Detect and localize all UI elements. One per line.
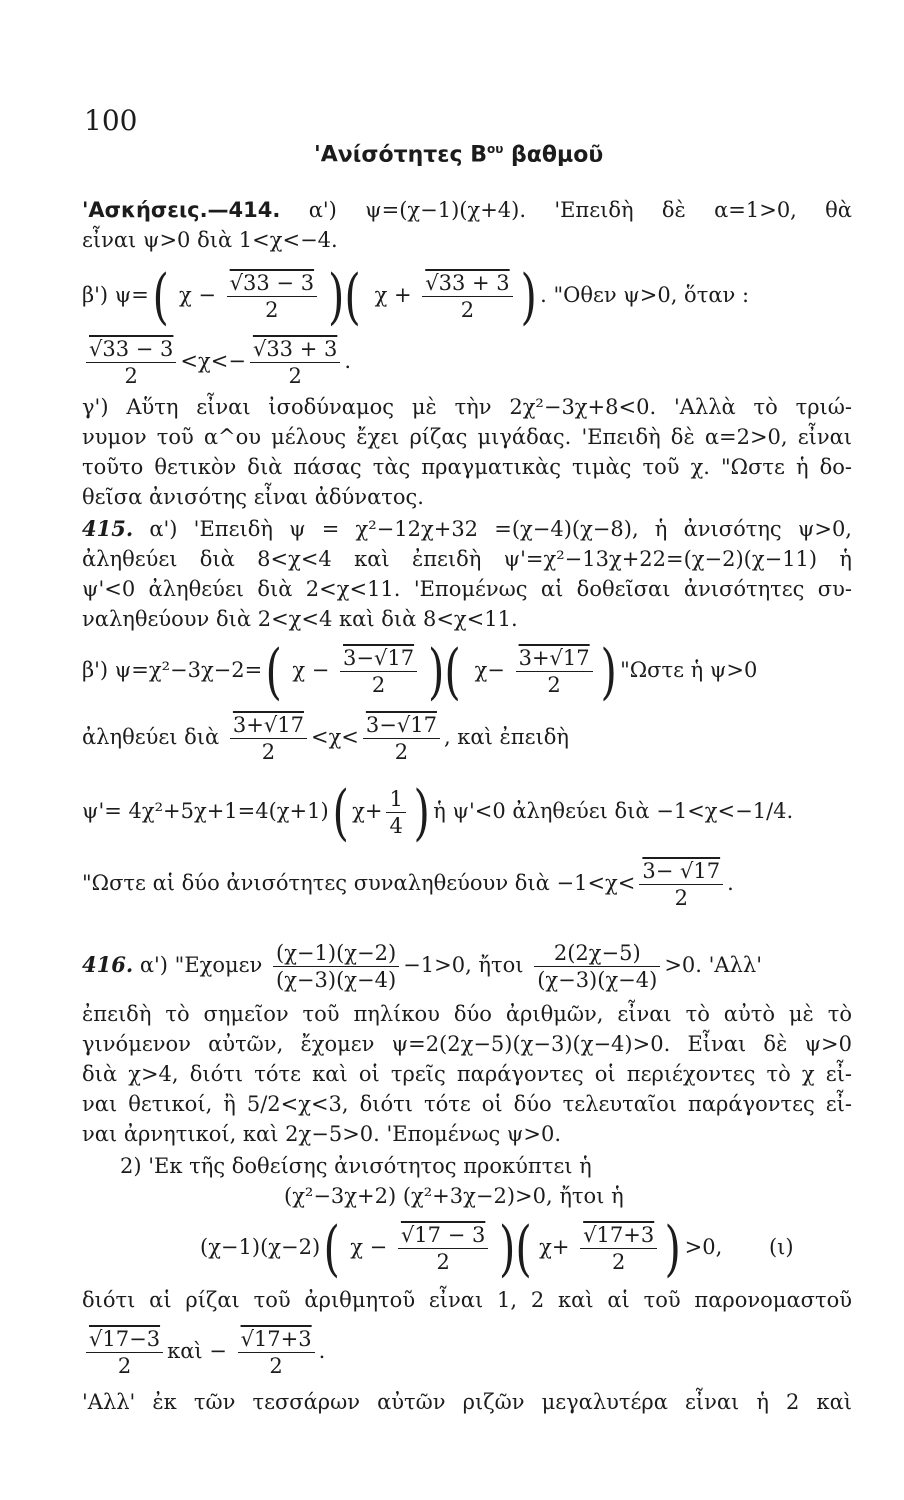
fraction: $\frac{2(2\chi-5)}{(\chi-3)(\chi-4)}$ — [534, 940, 660, 993]
ex414-beta-formula: β') ψ=( χ − $\frac{√33 - 3}{2}$ )( χ + $\frac{√33 + 3}{2}$ ) . "Οθεν ψ>0, ὅταν : — [82, 261, 750, 332]
ex416-line-4: ναι θετικοί, ἢ 5/2<χ<3, διότι τότε οἱ δύο τελευταῖοι παράγοντες εἶ- — [82, 1092, 852, 1116]
ex416-line-5: ναι ἀρνητικοί, καὶ 2χ−5>0. 'Επομένως ψ>0. — [82, 1122, 562, 1146]
fraction: $\frac{1}{4}$ — [386, 786, 405, 839]
ex415-line-1: 415. α') 'Επειδὴ ψ = χ²−12χ+32 =(χ−4)(χ−8), ἡ ἀνισότης ψ>0, — [82, 516, 852, 541]
ex414-line-1: 'Ασκήσεις.—414. α') ψ=(χ−1)(χ+4). 'Επειδὴ δὲ α=1>0, θὰ — [82, 198, 852, 222]
fraction: $\frac{3-√17}{2}$ — [340, 645, 417, 698]
fraction: $\frac{3+√17}{2}$ — [516, 645, 593, 698]
ex416-line-3: διὰ χ>4, διότι τότε καὶ οἱ τρεῖς παράγοντες οἱ περιέχοντες τὸ χ εἶ- — [82, 1062, 852, 1086]
ex415-beta-formula: β') ψ=χ²−3χ−2=( χ − $\frac{3-√17}{2}$ )( χ− $\frac{3+√17}{2}$ ) "Ωστε ἡ ψ>0 — [82, 636, 758, 707]
ex416-line-9: 'Αλλ' ἐκ τῶν τεσσάρων αὐτῶν ριζῶν μεγαλυτέρα εἶναι ἡ 2 καὶ — [82, 1390, 852, 1414]
fraction: $\frac{3+√17}{2}$ — [230, 712, 307, 765]
ex416-line-7: (χ²−3χ+2) (χ²+3χ−2)>0, ἤτοι ἡ — [284, 1184, 624, 1208]
ex415-beta-range: ἀληθεύει διὰ $\frac{3+√17}{2}$ <χ< $\frac{3-√17}{2}$ , καὶ ἐπειδὴ — [82, 713, 569, 764]
ex414-gamma-line-2: νυμον τοῦ α^ου μέλους ἔχει ρίζας μιγάδας. 'Επειδὴ δὲ α=2>0, εἶναι — [82, 425, 852, 449]
fraction: $\frac{√33 - 3}{2}$ — [86, 336, 176, 389]
fraction: $\frac{√17+3}{2}$ — [580, 1222, 657, 1275]
ex415-psi-prime: ψ'= 4χ²+5χ+1=4(χ+1)( χ+ $\frac{1}{4}$ ) ἡ ψ'<0 ἀληθεύει διὰ −1<χ<−1/4. — [82, 777, 794, 848]
ex416-line-2: γινόμενον αὐτῶν, ἔχομεν ψ=2(2χ−5)(χ−3)(χ−4)>0. Εἶναι δὲ ψ>0 — [82, 1032, 852, 1056]
fraction: $\frac{√33 + 3}{2}$ — [250, 336, 340, 389]
ex414-line-2: εἶναι ψ>0 διὰ 1<χ<−4. — [82, 228, 338, 252]
running-head: 'Ανίσότητες $B^{o\upsilon}$ βαθμοῦ — [314, 142, 604, 168]
fraction: $\frac{3-√17}{2}$ — [363, 712, 440, 765]
ex416-factored-formula: (χ−1)(χ−2)( χ − $\frac{√17 - 3}{2}$ )( χ+ $\frac{√17+3}{2}$ ) >0, (ι) — [200, 1213, 794, 1284]
fraction: $\frac{√33 - 3}{2}$ — [227, 270, 317, 323]
fraction: $\frac{3- √17}{2}$ — [639, 858, 723, 911]
ex416-roots: $\frac{√17-3}{2}$ καὶ − $\frac{√17+3}{2}$ . — [82, 1326, 852, 1379]
ex416-line-8: διότι αἱ ρίζαι τοῦ ἀριθμητοῦ εἶναι 1, 2 καὶ αἱ τοῦ παρονομαστοῦ — [82, 1288, 852, 1312]
ex414-beta-range: $\frac{√33 - 3}{2}$ <χ<− $\frac{√33 + 3}{2}$ . — [82, 336, 852, 389]
ex416-line-6: 2) 'Εκ τῆς δοθείσης ἀνισότητος προκύπτει ἡ — [120, 1154, 592, 1178]
fraction: $\frac{(\chi-1)(\chi-2)}{(\chi-3)(\chi-4)}$ — [273, 940, 399, 993]
ex416-line-1: ἐπειδὴ τὸ σημεῖον τοῦ πηλίκου δύο ἀριθμῶν, εἶναι τὸ αὐτὸ μὲ τὸ — [82, 1002, 852, 1026]
ex416-alpha-formula: 416. α') "Εχομεν $\frac{(\chi-1)(\chi-2)}{(\chi-3)(\chi-4)}$ −1>0, ἤτοι $\frac{2(2\chi-5)}{(\chi-3)(\chi-4)}$ >0. 'Αλλ' — [82, 941, 762, 992]
fraction: $\frac{√17-3}{2}$ — [86, 1326, 163, 1379]
ex415-conclusion: "Ωστε αἱ δύο ἀνισότητες συναληθεύουν διὰ −1<χ< $\frac{3- √17}{2}$ . — [82, 859, 734, 910]
ex415-line-3: ψ'<0 ἀληθεύει διὰ 2<χ<11. 'Επομένως αἱ δοθεῖσαι ἀνισότητες συ- — [82, 577, 852, 601]
ex414-gamma-line-4: θεῖσα ἀνισότης εἶναι ἀδύνατος. — [82, 485, 424, 509]
page-number: 100 — [84, 104, 138, 137]
fraction: $\frac{√17 - 3}{2}$ — [398, 1222, 488, 1275]
ex414-gamma-line-1: γ') Αὕτη εἶναι ἰσοδύναμος μὲ τὴν 2χ²−3χ+8<0. 'Αλλὰ τὸ τριώ- — [82, 395, 852, 419]
fraction: $\frac{√33 + 3}{2}$ — [422, 270, 512, 323]
ex415-line-2: ἀληθεύει διὰ 8<χ<4 καὶ ἐπειδὴ ψ'=χ²−13χ+22=(χ−2)(χ−11) ἡ — [82, 547, 852, 571]
ex415-line-4: ναληθεύουν διὰ 2<χ<4 καὶ διὰ 8<χ<11. — [82, 607, 518, 631]
ex414-gamma-line-3: τοῦτο θετικὸν διὰ πάσας τὰς πραγματικὰς τιμὰς τοῦ χ. "Ωστε ἡ δο- — [82, 455, 852, 479]
fraction: $\frac{√17+3}{2}$ — [238, 1326, 315, 1379]
